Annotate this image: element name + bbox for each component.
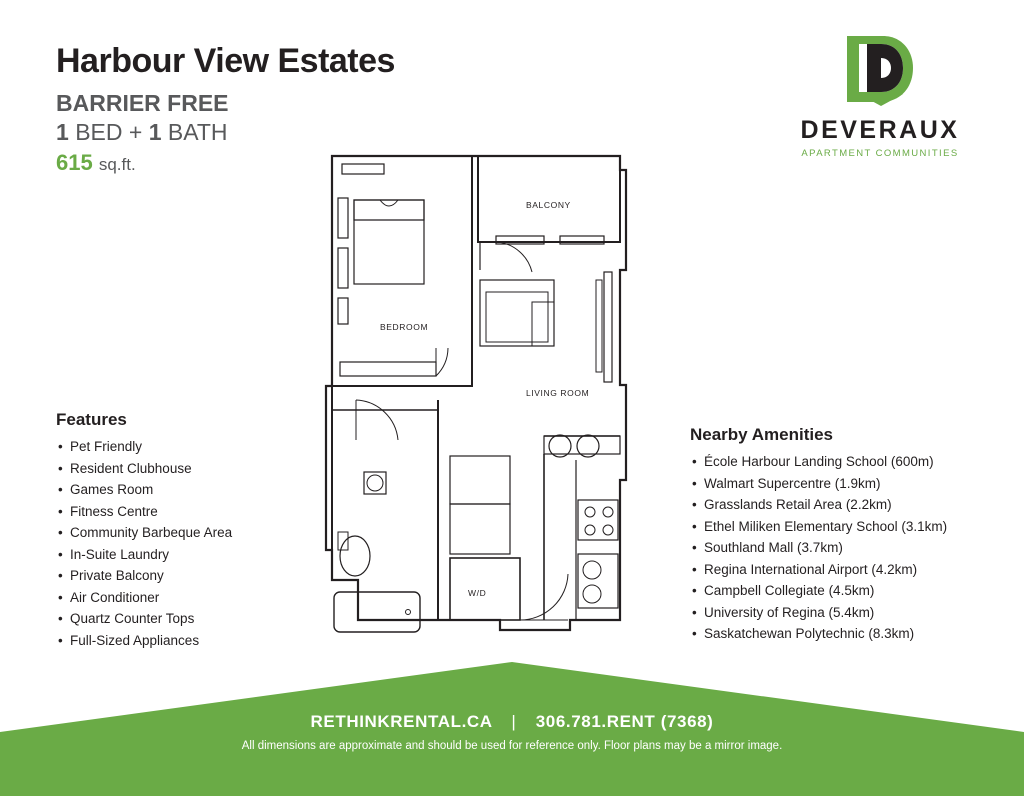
bed-bath-label [56,119,576,147]
features-list [56,436,336,651]
list-item: • Pet Friendly [56,436,336,458]
bath-word: BATH [167,118,228,145]
room-label-living-room: LIVING ROOM [526,388,590,398]
list-item: • In-Suite Laundry [56,544,336,566]
sqft-unit: sq.ft. [98,155,136,175]
amenities-list [690,451,1020,645]
room-label-balcony: BALCONY [526,200,571,210]
bed-count: 1 [56,118,69,145]
bed-word: BED [75,118,123,145]
list-item: • Regina International Airport (4.2km) [690,559,1020,581]
plus-sign: + [128,118,143,145]
list-item: • Grasslands Retail Area (2.2km) [690,494,1020,516]
list-item: • Air Conditioner [56,587,336,609]
list-item: • Fitness Centre [56,501,336,523]
floor-plan-drawing [320,150,650,650]
list-item: • École Harbour Landing School (600m) [690,451,1020,473]
page-title: Harbour View Estates [56,42,395,80]
phone-number[interactable]: 306.781.RENT (7368) [535,712,714,731]
bath-count: 1 [148,118,162,145]
barrier-free-label: BARRIER FREE [56,89,229,116]
list-item: • Private Balcony [56,565,336,587]
list-item: • Resident Clubhouse [56,458,336,480]
brand-logo [780,36,980,159]
website-link[interactable]: RETHINKRENTAL.CA [310,712,493,731]
list-item: • Southland Mall (3.7km) [690,537,1020,559]
amenities-section [690,425,1020,645]
footer-contact-line [0,712,1024,732]
footer-band [0,636,1024,796]
deveraux-d-logo-icon [847,36,913,108]
room-label-wd: W/D [468,588,487,598]
list-item: • Walmart Supercentre (1.9km) [690,473,1020,495]
footer-separator: | [511,712,517,731]
amenities-heading: Nearby Amenities [690,425,833,444]
sqft-value: 615 [56,150,93,176]
list-item: • Community Barbeque Area [56,522,336,544]
features-section [56,410,336,651]
features-heading: Features [56,410,127,429]
list-item: • Campbell Collegiate (4.5km) [690,580,1020,602]
list-item: • Full-Sized Appliances [56,630,336,652]
logo-tagline: APARTMENT COMMUNITIES [801,148,959,159]
list-item: • Saskatchewan Polytechnic (8.3km) [690,623,1020,645]
list-item: • Ethel Miliken Elementary School (3.1km) [690,516,1020,538]
list-item: • Games Room [56,479,336,501]
list-item: • Quartz Counter Tops [56,608,336,630]
logo-name: DEVERAUX [800,116,960,144]
list-item: • University of Regina (5.4km) [690,602,1020,624]
footer-text [0,712,1024,752]
room-label-bedroom: BEDROOM [380,322,429,332]
disclaimer-text: All dimensions are approximate and should be used for reference only. Floor plans may be a mirror image. [241,740,783,752]
